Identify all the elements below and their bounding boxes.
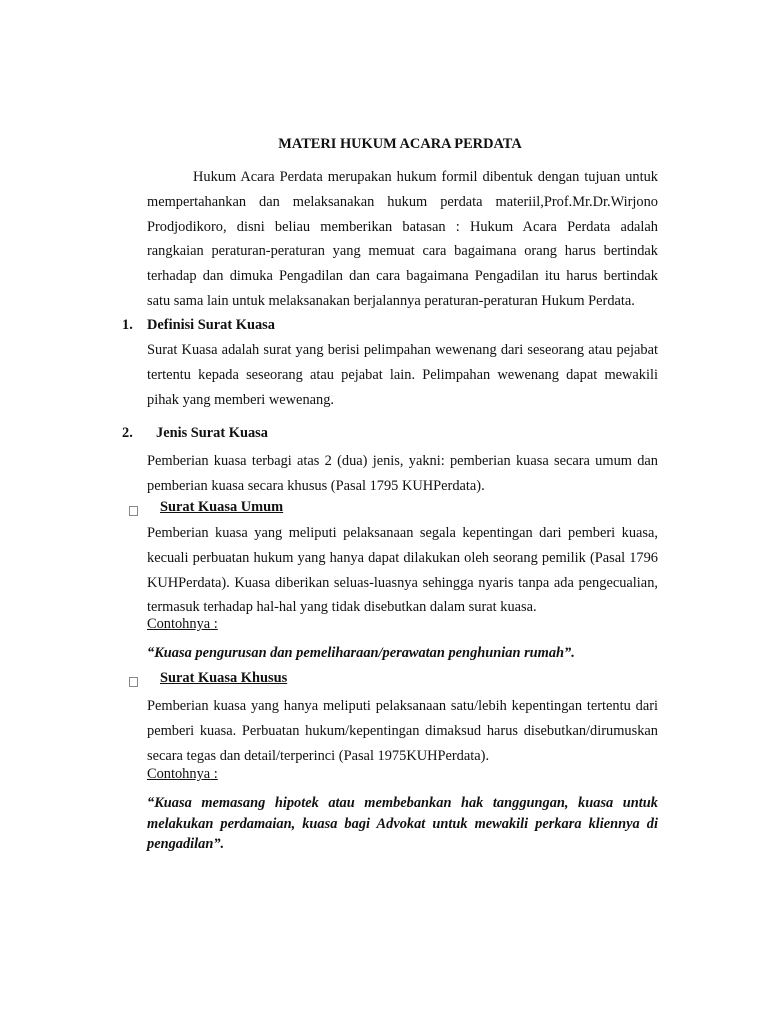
khusus-heading: Surat Kuasa Khusus [160,670,288,686]
intro-paragraph: Hukum Acara Perdata merupakan hukum formil dibentuk dengan tujuan untuk mempertahankan dan melaksanakan hukum perdata materiil,Prof.Mr.Dr.Wirjono Prodjodikoro, disni beliau memberikan batasan : Hukum Acara Perdata adalah rangkaian peraturan-peraturan yang memuat cara bagaimana orang harus bertindak terhadap dan dimuka Pengadilan dan cara bagaimana Pengadilan itu harus bertindak satu sama lain untuk melaksanakan berjalannya peraturan-peraturan Hukum Perdata. [147,169,658,309]
bullet-box-icon [129,506,138,516]
umum-body: Pemberian kuasa yang meliputi pelaksanaan segala kepentingan dari pemberi kuasa, kecuali perbuatan hukum yang hanya dapat dilakukan oleh seorang pemilik (Pasal 1796 KUHPerdata). Kuasa diberikan seluas-luasnya sehingga nyaris tanpa ada pengecualian, termasuk terhadap hal-hal yang tidak disebutkan dalam surat kuasa. [147,525,658,616]
umum-example-text: “Kuasa pengurusan dan pemeliharaan/perawatan penghunian rumah”. [147,645,575,661]
document-title: MATERI HUKUM ACARA PERDATA [278,136,522,152]
section-2-heading: Jenis Surat Kuasa [156,425,268,441]
section-2-body: Pemberian kuasa terbagi atas 2 (dua) jenis, yakni: pemberian kuasa secara umum dan pemberian kuasa secara khusus (Pasal 1795 KUHPerdata). [147,453,658,494]
umum-example-label: Contohnya : [147,616,218,632]
khusus-example-text: “Kuasa memasang hipotek atau membebankan hak tanggungan, kuasa untuk melakukan perdamaian, kuasa bagi Advokat untuk mewakili perkara kliennya di pengadilan”. [147,795,658,852]
section-1-number: 1. [122,317,133,333]
section-1-heading: Definisi Surat Kuasa [147,317,275,333]
section-1-body: Surat Kuasa adalah surat yang berisi pelimpahan wewenang dari seseorang atau pejabat tertentu kepada seseorang atau pejabat lain. Pelimpahan wewenang dapat mewakili pihak yang memberi wewenang. [147,342,658,408]
umum-heading: Surat Kuasa Umum [160,499,284,515]
section-2-number: 2. [122,425,133,441]
khusus-example-label: Contohnya : [147,766,218,782]
bullet-box-icon [129,677,138,687]
khusus-body: Pemberian kuasa yang hanya meliputi pelaksanaan satu/lebih kepentingan tertentu dari pemberi kuasa. Perbuatan hukum/kepentingan dimaksud harus disebutkan/dirumuskan secara tegas dan detail/terperinci (Pasal 1975KUHPerdata). [147,698,658,764]
